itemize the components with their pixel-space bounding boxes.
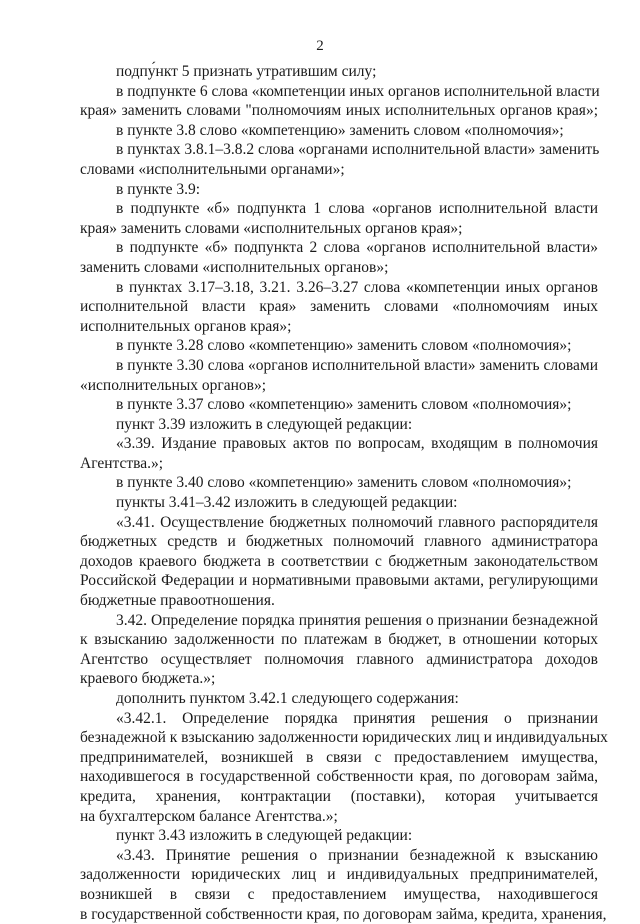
document-body	[80, 62, 608, 924]
text-line: исполнительных органов края»;	[80, 317, 292, 335]
text-line: в пункте 3.30 слова «органов исполнительной власти» заменить словами	[116, 356, 598, 374]
text-line: в государственной собственности края, по договорам займа, кредита, хранения,	[80, 905, 607, 923]
text-line: пункты 3.41–3.42 изложить в следующей редакции:	[116, 494, 458, 512]
text-line: в подпункте 6 слова «компетенции иных органов исполнительной власти	[116, 82, 600, 100]
text-line: в пункте 3.9:	[116, 180, 201, 198]
text-line: задолженности юридических лиц и индивидуальных предпринимателей,	[80, 866, 598, 884]
text-line: пункт 3.39 изложить в следующей редакции:	[116, 415, 413, 433]
text-line: безнадежной к взысканию задолженности юридических лиц и индивидуальных	[80, 729, 608, 747]
text-line: Агентство осуществляет полномочия главного администратора доходов	[80, 650, 598, 668]
text-line: возникшей в связи с предоставлением имущества, находившегося	[80, 885, 598, 903]
text-line: краевого бюджета.»;	[80, 670, 216, 688]
text-line: в пункте 3.37 слово «компетенцию» заменить словом «полномочия»;	[116, 396, 572, 414]
text-line: «3.43. Принятие решения о признании безнадежной к взысканию	[116, 846, 598, 864]
text-line: «3.41. Осуществление бюджетных полномочий главного распорядителя	[116, 513, 598, 531]
text-line: доходов краевого бюджета в соответствии с бюджетным законодательством	[80, 552, 598, 570]
text-line: заменить словами «исполнительных органов»;	[80, 258, 389, 276]
text-line: Агентства.»;	[80, 454, 164, 472]
text-line: бюджетные правоотношения.	[80, 592, 275, 610]
text-line: в пункте 3.28 слово «компетенцию» заменить словом «полномочия»;	[116, 337, 572, 355]
text-line: 3.42. Определение порядка принятия решения о признании безнадежной	[116, 611, 598, 629]
text-line: в подпункте «б» подпункта 1 слова «органов исполнительной власти	[116, 200, 598, 218]
text-line: бюджетных средств и бюджетных полномочий главного администратора	[80, 533, 598, 551]
text-line: в пунктах 3.8.1–3.8.2 слова «органами исполнительной власти» заменить	[116, 141, 600, 159]
text-line: «3.42.1. Определение порядка принятия решения о признании	[116, 709, 598, 727]
text-line: Российской Федерации и нормативными правовыми актами, регулирующими	[80, 572, 598, 590]
text-line: находившегося в государственной собственности края, по договорам займа,	[80, 768, 598, 786]
text-line: «3.39. Издание правовых актов по вопросам, входящим в полномочия	[116, 435, 598, 453]
text-line: подпу́нкт 5 признать утратившим силу;	[116, 63, 377, 80]
text-line: словами «исполнительными органами»;	[80, 160, 345, 178]
page-number: 2	[316, 38, 324, 54]
text-line: к взысканию задолженности по платежам в бюджет, в отношении которых	[80, 631, 598, 649]
text-line: пункт 3.43 изложить в следующей редакции:	[116, 827, 413, 845]
text-line: исполнительной власти края» заменить словами «полномочиям иных	[80, 298, 598, 316]
text-line: «исполнительных органов»;	[80, 376, 267, 394]
text-line: в пункте 3.40 слово «компетенцию» заменить словом «полномочия»;	[116, 474, 572, 492]
text-line: в подпункте «б» подпункта 2 слова «органов исполнительной власти»	[116, 239, 598, 257]
text-line: в пунктах 3.17–3.18, 3.21. 3.26–3.27 слова «компетенции иных органов	[116, 278, 598, 296]
text-line: предпринимателей, возникшей в связи с предоставлением имущества,	[80, 748, 598, 766]
text-line: дополнить пунктом 3.42.1 следующего содержания:	[116, 690, 459, 707]
text-line: края» заменить словами «исполнительных органов края»;	[80, 219, 463, 237]
text-line: на бухгалтерском балансе Агентства.»;	[80, 807, 338, 825]
text-line: кредита, хранения, контрактации (поставки), которая учитывается	[80, 787, 598, 805]
text-line: края» заменить словами "полномочиям иных исполнительных органов края»;	[80, 102, 598, 120]
text-line: в пункте 3.8 слово «компетенцию» заменить словом «полномочия»;	[116, 121, 564, 139]
